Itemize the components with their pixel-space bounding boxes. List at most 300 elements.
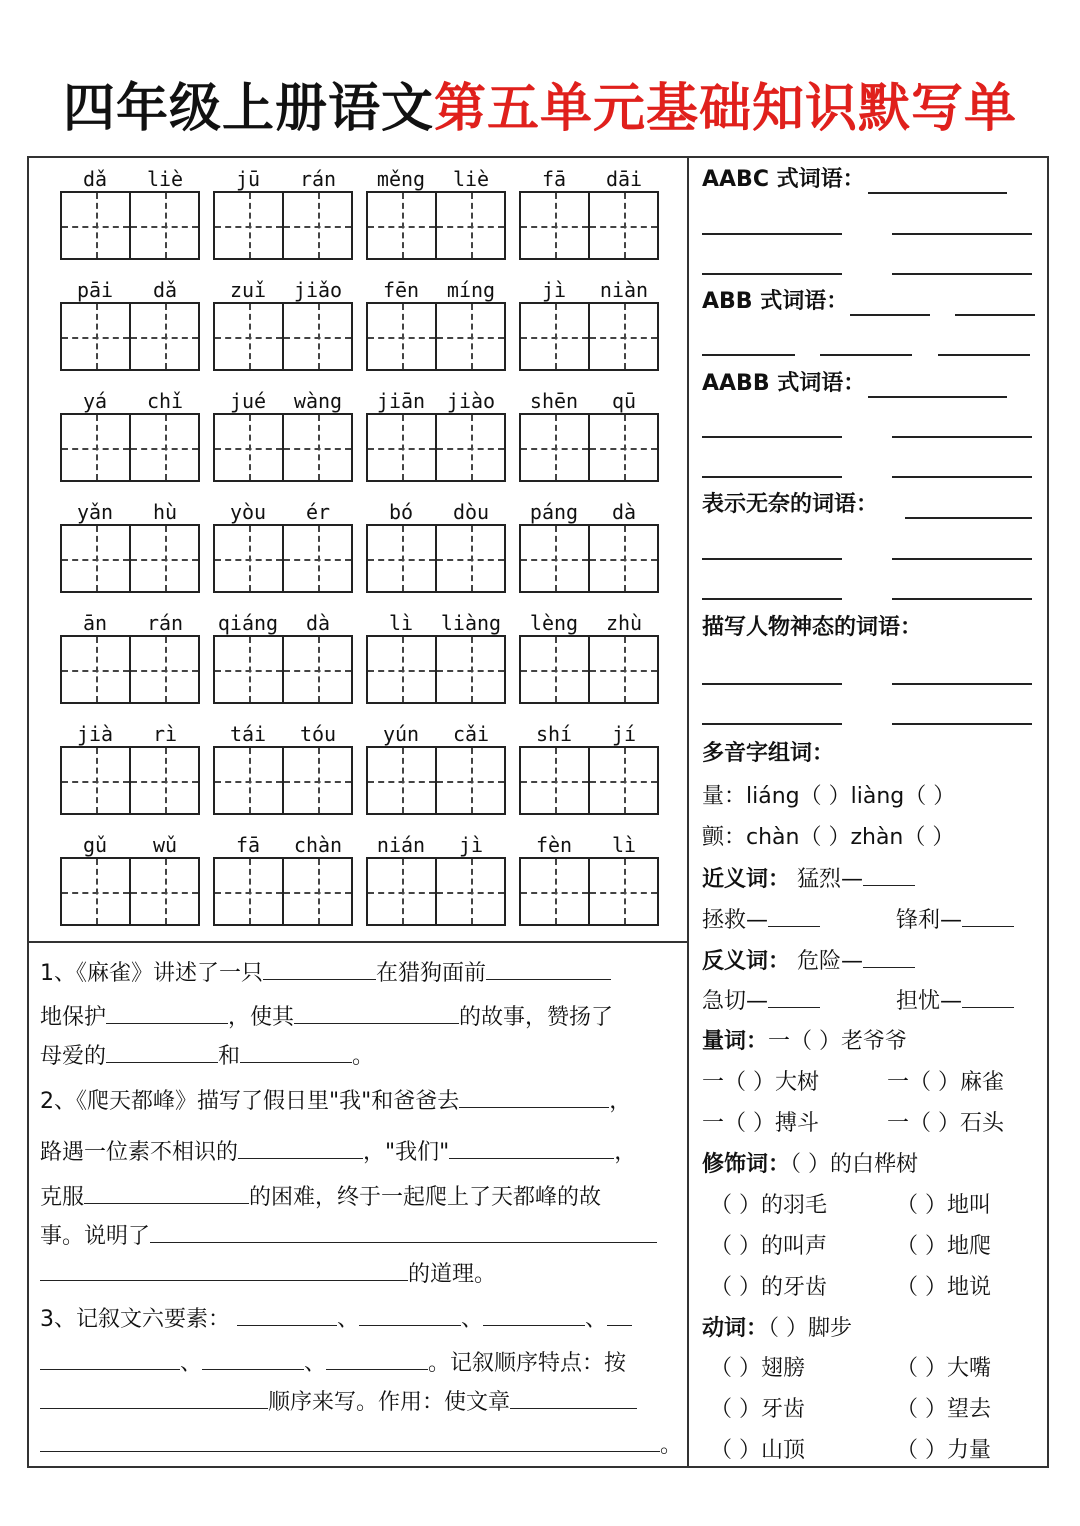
q-text: 、 (461, 1307, 484, 1332)
measure-item: 一（ ）老爷爷 (768, 1029, 908, 1054)
pinyin-word-box (366, 833, 506, 926)
polyphone-label: 多音字组词： (702, 741, 835, 766)
shentai-label: 描写人物神态的词语： (702, 615, 923, 640)
verb-item: （ ）望去 (896, 1397, 991, 1422)
synonym-item-text: 拯救— (702, 908, 769, 933)
question-2-line-4 (40, 1221, 657, 1251)
writing-box (366, 635, 506, 704)
q-text: 事。说明了 (40, 1224, 151, 1249)
writing-cell[interactable] (521, 415, 590, 480)
q-text: 顺序来写。作用：使文章 (268, 1390, 511, 1415)
writing-cell[interactable] (215, 859, 284, 924)
verb-item: （ ）大嘴 (896, 1356, 991, 1381)
writing-cell[interactable] (131, 637, 198, 702)
pinyin-word-box (60, 611, 200, 704)
pinyin-label (60, 278, 200, 302)
writing-box (519, 524, 659, 593)
modifier-item: （ ）地爬 (896, 1234, 991, 1259)
pinyin-syllable: dǎ (152, 278, 178, 302)
antonym-item-text: 担忧— (896, 989, 963, 1014)
answer-line[interactable] (702, 273, 842, 275)
measure-item: 一（ ）大树 (702, 1070, 819, 1095)
pinyin-syllable: gǔ (82, 833, 108, 857)
pinyin-label (519, 722, 659, 746)
pinyin-word-box (213, 611, 353, 704)
answer-blank[interactable] (768, 986, 820, 1008)
writing-cell[interactable] (284, 304, 351, 369)
verb-item: （ ）脚步 (768, 1316, 853, 1341)
writing-cell[interactable] (368, 859, 437, 924)
pinyin-syllable: bó (388, 500, 414, 524)
writing-box (213, 857, 353, 926)
section-divider (27, 941, 688, 943)
modifier-row-1 (702, 1150, 918, 1180)
q-text: 1、《麻雀》讲述了一只 (40, 961, 263, 986)
answer-blank[interactable] (483, 1304, 585, 1326)
pinyin-syllable: hù (152, 500, 178, 524)
question-2-line-2 (40, 1137, 636, 1167)
answer-line[interactable] (955, 314, 1035, 316)
pinyin-syllable: rán (299, 167, 337, 191)
q-text: 在猎狗面前 (376, 961, 487, 986)
pinyin-syllable: rán (146, 611, 184, 635)
pinyin-syllable: yún (382, 722, 420, 746)
pinyin-label (519, 833, 659, 857)
q-text: ，使其 (228, 1005, 295, 1030)
pinyin-label (60, 500, 200, 524)
writing-cell[interactable] (131, 304, 198, 369)
pinyin-syllable: míng (446, 278, 496, 302)
pinyin-label (366, 833, 506, 857)
writing-box (60, 524, 200, 593)
pinyin-syllable: zhù (605, 611, 643, 635)
writing-cell[interactable] (62, 859, 131, 924)
question-2-line-1 (40, 1086, 631, 1116)
answer-line[interactable] (702, 436, 842, 438)
pinyin-syllable: jì (541, 278, 567, 302)
answer-line[interactable] (938, 354, 1030, 356)
pinyin-syllable: qiáng (217, 611, 279, 635)
writing-box (213, 191, 353, 260)
q-text: ，"我们" (363, 1140, 450, 1165)
pinyin-syllable: chàn (293, 833, 343, 857)
answer-blank[interactable] (962, 986, 1014, 1008)
q-text: 地保护 (40, 1005, 107, 1030)
pinyin-syllable: dāi (605, 167, 643, 191)
abb-label: ABB 式词语： (702, 289, 849, 314)
answer-line[interactable] (702, 723, 842, 725)
q-text: 、 (585, 1307, 608, 1332)
answer-line[interactable] (702, 354, 795, 356)
writing-cell[interactable] (521, 859, 590, 924)
writing-box (213, 524, 353, 593)
pinyin-word-box (213, 833, 353, 926)
pinyin-label (213, 722, 353, 746)
writing-cell[interactable] (521, 637, 590, 702)
pinyin-label (519, 389, 659, 413)
pinyin-syllable: qū (611, 389, 637, 413)
question-1-line-1 (40, 958, 611, 988)
writing-cell[interactable] (590, 748, 657, 813)
aabb-label: AABB 式词语： (702, 371, 866, 396)
writing-cell[interactable] (62, 304, 131, 369)
writing-box (366, 746, 506, 815)
answer-blank[interactable] (240, 1041, 352, 1063)
pinyin-syllable: fā (541, 167, 567, 191)
answer-line[interactable] (702, 558, 842, 560)
verb-item: （ ）翅膀 (710, 1356, 805, 1381)
answer-line[interactable] (702, 683, 842, 685)
pinyin-word-box (366, 278, 506, 371)
answer-blank[interactable] (40, 1387, 268, 1409)
writing-cell[interactable] (590, 637, 657, 702)
writing-cell[interactable] (590, 859, 657, 924)
pinyin-word-box (213, 278, 353, 371)
pinyin-syllable: tái (229, 722, 267, 746)
answer-line[interactable] (892, 723, 1032, 725)
q-text: 。记叙顺序特点：按 (428, 1351, 627, 1376)
answer-line[interactable] (702, 233, 842, 235)
pinyin-syllable: dòu (452, 500, 490, 524)
pinyin-label (366, 389, 506, 413)
answer-line[interactable] (892, 233, 1032, 235)
question-3-line-2 (40, 1348, 626, 1378)
pinyin-word-box (366, 500, 506, 593)
answer-blank[interactable] (106, 1002, 228, 1024)
pinyin-word-box (213, 722, 353, 815)
pinyin-label (213, 278, 353, 302)
pinyin-syllable: wǔ (152, 833, 178, 857)
writing-box (213, 302, 353, 371)
answer-blank[interactable] (863, 946, 915, 968)
pinyin-syllable: jià (76, 722, 114, 746)
answer-line[interactable] (868, 192, 1007, 194)
pinyin-word-box (519, 278, 659, 371)
pinyin-syllable: jí (611, 722, 637, 746)
writing-box (519, 302, 659, 371)
pinyin-label (366, 722, 506, 746)
writing-cell[interactable] (215, 637, 284, 702)
pinyin-syllable: liàng (440, 611, 502, 635)
measure-label: 量词： (702, 1029, 769, 1054)
pinyin-syllable: shēn (529, 389, 579, 413)
answer-blank[interactable] (449, 1137, 614, 1159)
writing-cell[interactable] (131, 526, 198, 591)
writing-cell[interactable] (521, 526, 590, 591)
synonym-item (896, 905, 1014, 936)
writing-cell[interactable] (284, 415, 351, 480)
q-text: 的故事，赞扬了 (459, 1005, 614, 1030)
measure-item: 一（ ）麻雀 (887, 1070, 1004, 1095)
writing-box (60, 413, 200, 482)
pinyin-syllable: lèng (529, 611, 579, 635)
pinyin-label (213, 611, 353, 635)
pinyin-syllable: ān (82, 611, 108, 635)
pinyin-word-box (366, 167, 506, 260)
q-text: 3、记叙文六要素： (40, 1307, 230, 1332)
answer-blank[interactable] (510, 1387, 637, 1409)
question-3-line-1 (40, 1304, 632, 1334)
page-title (0, 66, 1080, 141)
q-text: 的困难，终于一起爬上了天都峰的故 (249, 1185, 602, 1210)
writing-box (366, 857, 506, 926)
answer-blank[interactable] (863, 864, 915, 886)
answer-blank[interactable] (40, 1430, 660, 1452)
writing-cell[interactable] (590, 415, 657, 480)
answer-blank[interactable] (106, 1041, 218, 1063)
pinyin-syllable: yòu (229, 500, 267, 524)
q-text: 。 (660, 1433, 683, 1458)
pinyin-label (60, 389, 200, 413)
writing-box (60, 302, 200, 371)
answer-blank[interactable] (263, 958, 376, 980)
pinyin-label (213, 167, 353, 191)
modifier-item: （ ）的羽毛 (710, 1193, 827, 1218)
writing-cell[interactable] (62, 637, 131, 702)
modifier-item: （ ）的牙齿 (710, 1275, 827, 1300)
answer-blank[interactable] (40, 1259, 408, 1281)
writing-cell[interactable] (62, 415, 131, 480)
answer-line[interactable] (702, 598, 842, 600)
pinyin-label (366, 611, 506, 635)
question-2-line-3 (40, 1182, 601, 1212)
answer-line[interactable] (905, 517, 1032, 519)
answer-line[interactable] (850, 314, 930, 316)
answer-line[interactable] (892, 476, 1032, 478)
synonym-item-text: 锋利— (896, 908, 963, 933)
q-text: 。 (352, 1044, 375, 1069)
question-2-line-5 (40, 1259, 496, 1289)
writing-cell[interactable] (437, 415, 504, 480)
answer-line[interactable] (820, 354, 912, 356)
answer-blank[interactable] (237, 1304, 337, 1326)
q-text: 、 (180, 1351, 203, 1376)
pinyin-syllable: rì (152, 722, 178, 746)
writing-box (519, 191, 659, 260)
writing-cell[interactable] (437, 637, 504, 702)
pinyin-syllable: jiǎo (293, 278, 343, 302)
pinyin-syllable: shí (535, 722, 573, 746)
answer-blank[interactable] (40, 1348, 180, 1370)
writing-box (519, 857, 659, 926)
pinyin-syllable: dà (305, 611, 331, 635)
pinyin-label (213, 500, 353, 524)
pinyin-word-box (366, 389, 506, 482)
answer-line[interactable] (702, 476, 842, 478)
pinyin-syllable: jiān (376, 389, 426, 413)
answer-blank[interactable] (962, 905, 1014, 927)
answer-blank[interactable] (238, 1137, 363, 1159)
writing-box (213, 413, 353, 482)
antonym-row-1 (702, 946, 915, 977)
pinyin-label (519, 611, 659, 635)
answer-line[interactable] (892, 436, 1032, 438)
writing-box (60, 635, 200, 704)
writing-cell[interactable] (590, 193, 657, 258)
answer-line[interactable] (892, 558, 1032, 560)
pinyin-syllable: chǐ (146, 389, 184, 413)
pinyin-syllable: dà (611, 500, 637, 524)
writing-cell[interactable] (62, 193, 131, 258)
aabc-label: AABC 式词语： (702, 167, 865, 192)
question-3-line-3 (40, 1387, 637, 1417)
pinyin-syllable: zuǐ (229, 278, 267, 302)
writing-cell[interactable] (284, 859, 351, 924)
writing-cell[interactable] (437, 859, 504, 924)
answer-blank[interactable] (326, 1348, 428, 1370)
writing-cell[interactable] (215, 193, 284, 258)
modifier-item: （ ）的白桦树 (790, 1152, 919, 1177)
antonym-item: 危险— (797, 949, 864, 974)
measure-item: 一（ ）石头 (887, 1111, 1004, 1136)
pinyin-syllable: wàng (293, 389, 343, 413)
writing-cell[interactable] (131, 859, 198, 924)
answer-blank[interactable] (607, 1304, 632, 1326)
writing-cell[interactable] (368, 526, 437, 591)
answer-blank[interactable] (150, 1221, 657, 1243)
pinyin-label (60, 722, 200, 746)
pinyin-label (366, 278, 506, 302)
verb-label: 动词： (702, 1316, 769, 1341)
pinyin-word-box (519, 722, 659, 815)
writing-cell[interactable] (215, 526, 284, 591)
pinyin-syllable: niàn (599, 278, 649, 302)
writing-cell[interactable] (590, 304, 657, 369)
answer-blank[interactable] (359, 1304, 461, 1326)
pinyin-syllable: páng (529, 500, 579, 524)
pinyin-syllable: pāi (76, 278, 114, 302)
verb-item: （ ）山顶 (710, 1438, 805, 1463)
writing-cell[interactable] (368, 415, 437, 480)
q-text: ， (609, 1089, 632, 1114)
writing-cell[interactable] (215, 415, 284, 480)
writing-cell[interactable] (368, 304, 437, 369)
pinyin-word-box (519, 167, 659, 260)
writing-box (366, 191, 506, 260)
synonym-item (702, 905, 820, 936)
pinyin-syllable: jì (458, 833, 484, 857)
q-text: 2、《爬天都峰》描写了假日里"我"和爸爸去 (40, 1089, 460, 1114)
pinyin-word-box (213, 389, 353, 482)
antonym-item (702, 986, 820, 1017)
modifier-label: 修饰词： (702, 1152, 791, 1177)
modifier-item: （ ）地说 (896, 1275, 991, 1300)
writing-box (60, 746, 200, 815)
pinyin-word-box (60, 833, 200, 926)
pinyin-syllable: dǎ (82, 167, 108, 191)
pinyin-syllable: yá (82, 389, 108, 413)
pinyin-syllable: fèn (535, 833, 573, 857)
q-text: 、 (304, 1351, 327, 1376)
answer-blank[interactable] (294, 1002, 459, 1024)
writing-cell[interactable] (284, 526, 351, 591)
synonym-label: 近义词： (702, 867, 791, 892)
pinyin-word-box (60, 389, 200, 482)
writing-cell[interactable] (521, 748, 590, 813)
writing-cell[interactable] (521, 193, 590, 258)
pinyin-syllable: ér (305, 500, 331, 524)
answer-blank[interactable] (486, 958, 611, 980)
writing-cell[interactable] (131, 193, 198, 258)
writing-cell[interactable] (284, 748, 351, 813)
writing-cell[interactable] (215, 304, 284, 369)
measure-row-1 (702, 1027, 907, 1057)
writing-cell[interactable] (437, 304, 504, 369)
pinyin-word-box (60, 278, 200, 371)
writing-cell[interactable] (215, 748, 284, 813)
writing-cell[interactable] (368, 748, 437, 813)
pinyin-syllable: fā (235, 833, 261, 857)
writing-cell[interactable] (284, 193, 351, 258)
pinyin-label (60, 167, 200, 191)
writing-cell[interactable] (62, 526, 131, 591)
wunai-label: 表示无奈的词语： (702, 492, 879, 517)
writing-cell[interactable] (437, 193, 504, 258)
synonym-item: 猛烈— (797, 867, 864, 892)
q-text: 和 (218, 1044, 241, 1069)
writing-box (213, 635, 353, 704)
writing-box (60, 857, 200, 926)
writing-cell[interactable] (590, 526, 657, 591)
q-text: 、 (337, 1307, 360, 1332)
writing-box (519, 635, 659, 704)
pinyin-label (60, 833, 200, 857)
q-text: 母爱的 (40, 1044, 107, 1069)
answer-blank[interactable] (768, 905, 820, 927)
pinyin-label (213, 833, 353, 857)
answer-line[interactable] (868, 396, 1007, 398)
pinyin-syllable: lì (388, 611, 414, 635)
q-text: 的道理。 (408, 1262, 497, 1287)
writing-box (519, 413, 659, 482)
column-divider (687, 156, 689, 1468)
answer-line[interactable] (892, 683, 1032, 685)
synonym-row-1 (702, 864, 915, 895)
pinyin-syllable: nián (376, 833, 426, 857)
writing-cell[interactable] (437, 526, 504, 591)
title-red: 第五单元基础知识默写单 (434, 79, 1018, 139)
answer-line[interactable] (892, 598, 1032, 600)
answer-blank[interactable] (459, 1086, 609, 1108)
answer-blank[interactable] (84, 1182, 249, 1204)
writing-cell[interactable] (131, 748, 198, 813)
pinyin-label (519, 167, 659, 191)
pinyin-syllable: jué (229, 389, 267, 413)
writing-cell[interactable] (368, 637, 437, 702)
writing-cell[interactable] (521, 304, 590, 369)
pinyin-syllable: liè (452, 167, 490, 191)
writing-cell[interactable] (62, 748, 131, 813)
writing-box (519, 746, 659, 815)
writing-cell[interactable] (284, 637, 351, 702)
pinyin-label (519, 500, 659, 524)
pinyin-syllable: lì (611, 833, 637, 857)
pinyin-word-box (60, 167, 200, 260)
writing-cell[interactable] (131, 415, 198, 480)
pinyin-syllable: liè (146, 167, 184, 191)
answer-blank[interactable] (202, 1348, 304, 1370)
modifier-item: （ ）的叫声 (710, 1234, 827, 1259)
answer-line[interactable] (892, 273, 1032, 275)
antonym-label: 反义词： (702, 949, 791, 974)
pinyin-word-box (60, 722, 200, 815)
pinyin-syllable: jiào (446, 389, 496, 413)
writing-cell[interactable] (437, 748, 504, 813)
antonym-item (896, 986, 1014, 1017)
writing-cell[interactable] (368, 193, 437, 258)
pinyin-syllable: měng (376, 167, 426, 191)
writing-box (366, 302, 506, 371)
